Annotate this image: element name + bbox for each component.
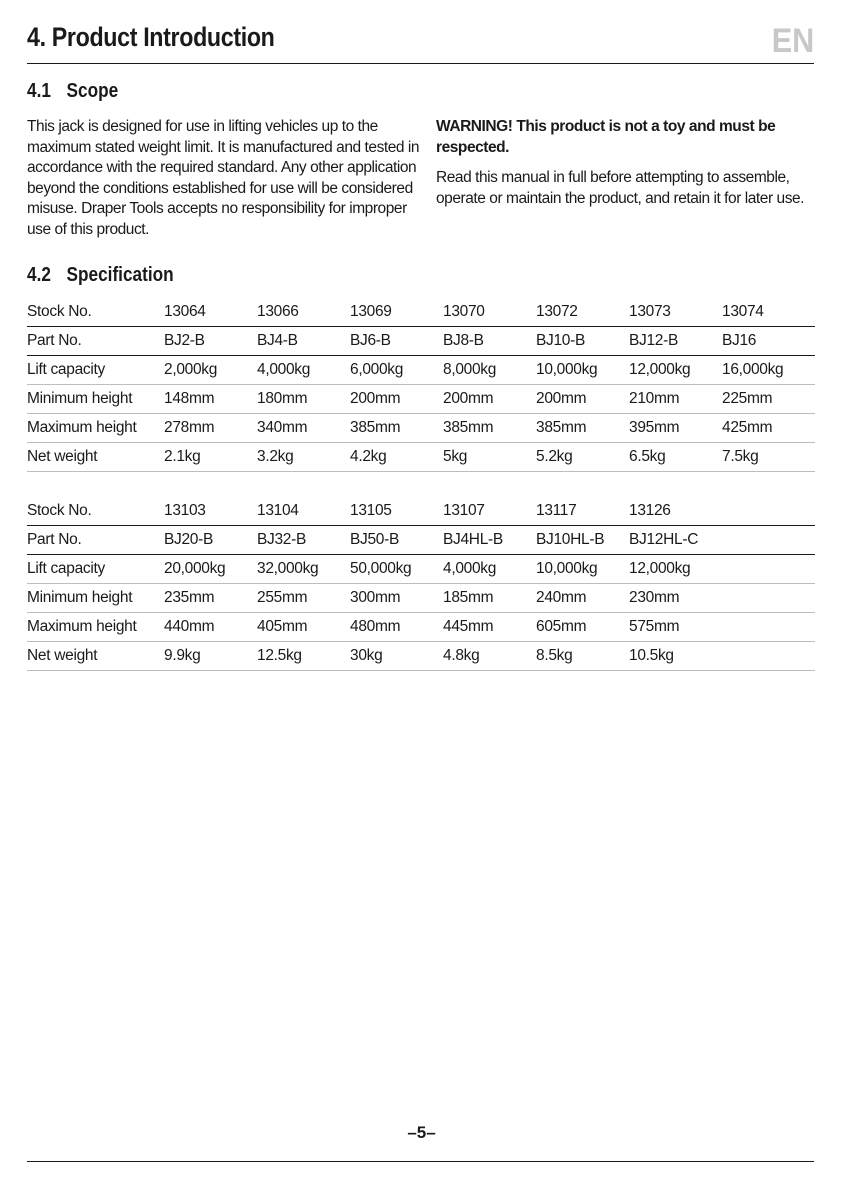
table-cell: 240mm [536, 584, 629, 613]
table-cell: 445mm [443, 613, 536, 642]
row-label: Stock No. [27, 298, 164, 327]
table-cell: 405mm [257, 613, 350, 642]
table-cell: 385mm [350, 414, 443, 443]
table-cell: BJ12-B [629, 327, 722, 356]
row-label: Lift capacity [27, 356, 164, 385]
stock-no-row [27, 497, 815, 526]
stock-no-row [27, 298, 815, 327]
table-cell: 12,000kg [629, 356, 722, 385]
table-cell: 13117 [536, 497, 629, 526]
table-cell: 5kg [443, 443, 536, 472]
language-badge: EN [771, 22, 814, 60]
table-cell: BJ16 [722, 327, 815, 356]
table-cell: 5.2kg [536, 443, 629, 472]
table-cell: 385mm [443, 414, 536, 443]
spec-section-number: 4.2 [27, 264, 51, 286]
table-cell: 575mm [629, 613, 722, 642]
table-cell: BJ20-B [164, 526, 257, 555]
row-label: Maximum height [27, 613, 164, 642]
table-cell: 12,000kg [629, 555, 722, 584]
spec-table-1 [27, 298, 815, 472]
scope-section-number: 4.1 [27, 80, 51, 102]
table-cell: 4.2kg [350, 443, 443, 472]
table-cell: 10.5kg [629, 642, 722, 671]
table-cell: 278mm [164, 414, 257, 443]
scope-heading [27, 80, 118, 103]
part-no-row [27, 327, 815, 356]
row-label: Lift capacity [27, 555, 164, 584]
maximum-height-row [27, 414, 815, 443]
table-cell [722, 642, 815, 671]
table-cell: BJ4HL-B [443, 526, 536, 555]
table-cell: BJ32-B [257, 526, 350, 555]
table-cell: 185mm [443, 584, 536, 613]
table-cell: 16,000kg [722, 356, 815, 385]
scope-section-title: Scope [66, 80, 119, 102]
minimum-height-row [27, 584, 815, 613]
table-cell: BJ8-B [443, 327, 536, 356]
table-cell: BJ2-B [164, 327, 257, 356]
table-cell: 30kg [350, 642, 443, 671]
table-cell: 210mm [629, 385, 722, 414]
table-cell: 32,000kg [257, 555, 350, 584]
table-cell: 2.1kg [164, 443, 257, 472]
table-cell: 395mm [629, 414, 722, 443]
table-cell: 180mm [257, 385, 350, 414]
table-cell: BJ10HL-B [536, 526, 629, 555]
table-cell: 230mm [629, 584, 722, 613]
table-cell: 225mm [722, 385, 815, 414]
table-cell: BJ12HL-C [629, 526, 722, 555]
table-cell [722, 497, 815, 526]
table-cell: 10,000kg [536, 356, 629, 385]
table-cell: 6.5kg [629, 443, 722, 472]
table-cell: 480mm [350, 613, 443, 642]
table-cell: 3.2kg [257, 443, 350, 472]
part-no-row [27, 526, 815, 555]
table-cell: 7.5kg [722, 443, 815, 472]
table-cell [722, 526, 815, 555]
table-cell: BJ6-B [350, 327, 443, 356]
table-cell: 148mm [164, 385, 257, 414]
table-cell: 13066 [257, 298, 350, 327]
spec-table-2 [27, 497, 815, 671]
table-cell [722, 613, 815, 642]
table-cell: 4,000kg [443, 555, 536, 584]
scope-body: This jack is designed for use in lifting vehicles up to the maximum stated weight limit. It is manufactured and tested in accordance with the required standard. Any other application beyond the conditions established for use will be considered misuse. Draper Tools accepts no responsibility for improper use of this product. [27, 118, 420, 238]
row-label: Net weight [27, 642, 164, 671]
warning-body: Read this manual in full before attempting to assemble, operate or maintain the product, and retain it for later use. [436, 169, 805, 207]
table-cell: 440mm [164, 613, 257, 642]
table-cell: 12.5kg [257, 642, 350, 671]
table-cell: 425mm [722, 414, 815, 443]
table-cell: 13073 [629, 298, 722, 327]
table-cell: 385mm [536, 414, 629, 443]
table-cell [722, 555, 815, 584]
row-label: Part No. [27, 526, 164, 555]
row-label: Part No. [27, 327, 164, 356]
table-cell: 4.8kg [443, 642, 536, 671]
table-cell: BJ10-B [536, 327, 629, 356]
table-cell: 9.9kg [164, 642, 257, 671]
table-cell: 13069 [350, 298, 443, 327]
table-cell: 605mm [536, 613, 629, 642]
table-cell: BJ50-B [350, 526, 443, 555]
row-label: Stock No. [27, 497, 164, 526]
spec-heading [27, 264, 174, 287]
footer-rule [27, 1161, 814, 1162]
table-cell: 13104 [257, 497, 350, 526]
lift-capacity-row [27, 356, 815, 385]
maximum-height-row [27, 613, 815, 642]
table-cell: 13070 [443, 298, 536, 327]
row-label: Net weight [27, 443, 164, 472]
row-label: Minimum height [27, 385, 164, 414]
net-weight-row [27, 642, 815, 671]
minimum-height-row [27, 385, 815, 414]
table-cell: 255mm [257, 584, 350, 613]
row-label: Maximum height [27, 414, 164, 443]
table-cell: 8,000kg [443, 356, 536, 385]
table-cell: 13105 [350, 497, 443, 526]
table-cell: BJ4-B [257, 327, 350, 356]
table-cell: 200mm [443, 385, 536, 414]
table-cell: 235mm [164, 584, 257, 613]
table-cell: 13107 [443, 497, 536, 526]
net-weight-row [27, 443, 815, 472]
table-cell: 13074 [722, 298, 815, 327]
table-cell [722, 584, 815, 613]
table-cell: 4,000kg [257, 356, 350, 385]
table-cell: 300mm [350, 584, 443, 613]
table-cell: 200mm [536, 385, 629, 414]
table-cell: 50,000kg [350, 555, 443, 584]
table-cell: 6,000kg [350, 356, 443, 385]
table-cell: 340mm [257, 414, 350, 443]
table-cell: 13064 [164, 298, 257, 327]
table-cell: 13126 [629, 497, 722, 526]
table-cell: 13072 [536, 298, 629, 327]
header-rule [27, 63, 814, 64]
row-label: Minimum height [27, 584, 164, 613]
table-cell: 2,000kg [164, 356, 257, 385]
spec-section-title: Specification [66, 264, 174, 286]
warning-heading: WARNING! This product is not a toy and must be respected. [436, 118, 776, 156]
page-number: –5– [407, 1123, 436, 1142]
table-cell: 8.5kg [536, 642, 629, 671]
page-title: 4. Product Introduction [27, 22, 275, 52]
table-cell: 13103 [164, 497, 257, 526]
table-cell: 10,000kg [536, 555, 629, 584]
table-cell: 20,000kg [164, 555, 257, 584]
lift-capacity-row [27, 555, 815, 584]
table-cell: 200mm [350, 385, 443, 414]
